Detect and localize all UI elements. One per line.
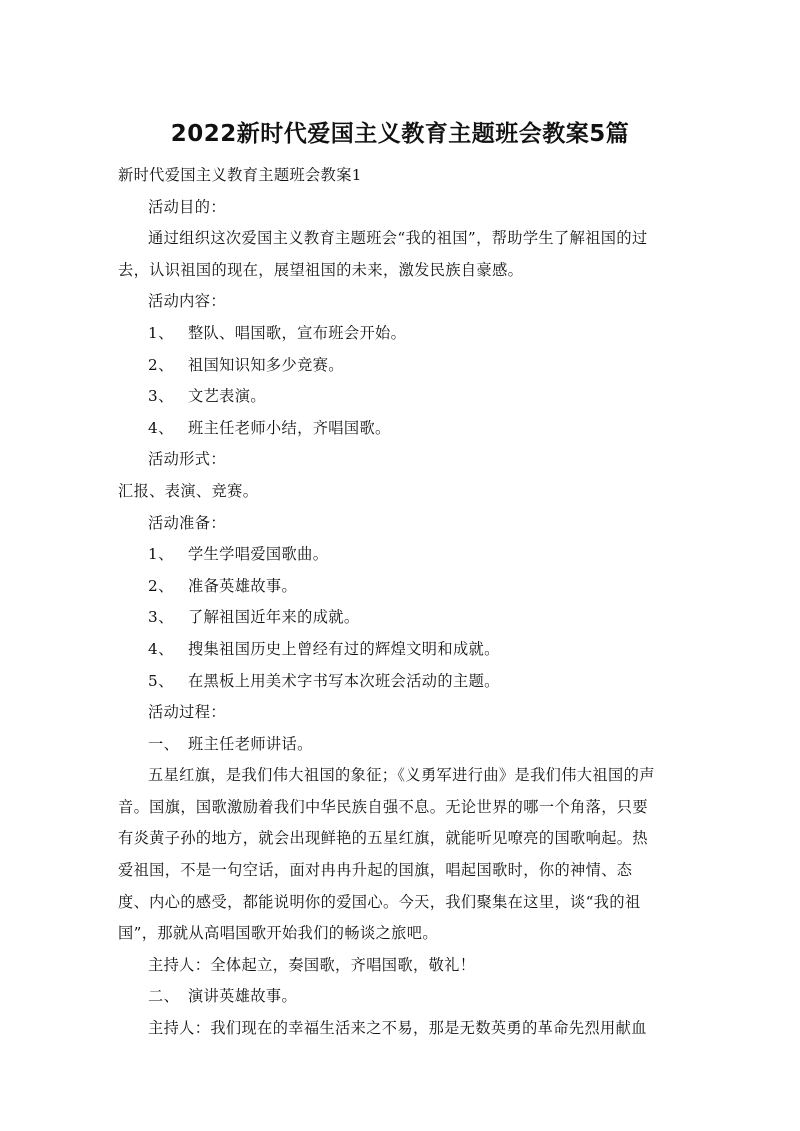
content-item-number: 1、 [148, 323, 174, 342]
purpose-heading: 活动目的： [148, 197, 226, 216]
content-item-text: 祖国知识知多少竞赛。 [188, 355, 344, 374]
prep-item [118, 602, 686, 634]
prep-item-number: 5、 [148, 671, 174, 690]
purpose-text-line1: 通过组织这次爱国主义教育主题班会“我的祖国”，帮助学生了解祖国的过 [148, 229, 648, 248]
prep-item-text: 了解祖国近年来的成就。 [188, 608, 360, 627]
document-subtitle: 新时代爱国主义教育主题班会教案1 [118, 166, 362, 184]
purpose-text-line2: 去，认识祖国的现在，展望祖国的未来，激发民族自豪感。 [118, 260, 524, 279]
content-item-text: 班主任老师小结，齐唱国歌。 [188, 418, 391, 437]
content-item-text: 文艺表演。 [188, 387, 266, 406]
paragraph-line: 度、内心的感受，都能说明你的爱国心。今天，我们聚集在这里，谈“我的祖 [118, 892, 641, 911]
prep-item [118, 539, 686, 571]
process-step-number: 二、 [148, 987, 180, 1006]
content-item [118, 381, 686, 413]
document-body [118, 160, 686, 1045]
form-heading: 活动形式： [148, 450, 226, 469]
process-step-text: 班主任老师讲话。 [188, 734, 313, 753]
process-step-text: 演讲英雄故事。 [188, 987, 298, 1006]
paragraph-line: 爱祖国，不是一句空话，面对冉冉升起的国旗，唱起国歌时，你的神情、态 [118, 861, 633, 880]
process-heading: 活动过程： [148, 703, 226, 722]
prep-item-number: 2、 [148, 576, 174, 595]
prep-item-number: 1、 [148, 545, 174, 564]
content-item-number: 4、 [148, 418, 174, 437]
prep-item-number: 3、 [148, 608, 174, 627]
content-item [118, 318, 686, 350]
process-step-1 [118, 729, 686, 761]
prep-item-text: 学生学唱爱国歌曲。 [188, 545, 329, 564]
document-title: 2022新时代爱国主义教育主题班会教案5篇 [170, 121, 630, 147]
content-item [118, 413, 686, 445]
prep-item-text: 在黑板上用美术字书写本次班会活动的主题。 [188, 671, 500, 690]
content-heading: 活动内容： [148, 292, 226, 311]
process-step-number: 一、 [148, 734, 180, 753]
process-step-2 [118, 981, 686, 1013]
content-item-number: 3、 [148, 387, 174, 406]
paragraph-line: 国”，那就从高唱国歌开始我们的畅谈之旅吧。 [118, 924, 438, 943]
prep-heading: 活动准备： [148, 513, 226, 532]
content-item-number: 2、 [148, 355, 174, 374]
host-line-2: 主持人：我们现在的幸福生活来之不易，那是无数英勇的革命先烈用献血 [148, 1019, 647, 1038]
prep-item-text: 搜集祖国历史上曾经有过的辉煌文明和成就。 [188, 639, 500, 658]
content-item [118, 350, 686, 382]
prep-item-text: 准备英雄故事。 [188, 576, 298, 595]
paragraph-line: 音。国旗，国歌激励着我们中华民族自强不息。无论世界的哪一个角落，只要 [118, 797, 648, 816]
prep-item [118, 571, 686, 603]
host-line-1: 主持人：全体起立，奏国歌，齐唱国歌，敬礼！ [148, 955, 476, 974]
paragraph-line: 五星红旗，是我们伟大祖国的象征；《义勇军进行曲》是我们伟大祖国的声 [148, 766, 655, 785]
form-text: 汇报、表演、竞赛。 [118, 481, 259, 500]
prep-item [118, 634, 686, 666]
prep-item [118, 666, 686, 698]
prep-item-number: 4、 [148, 639, 174, 658]
content-item-text: 整队、唱国歌，宣布班会开始。 [188, 323, 407, 342]
paragraph-line: 有炎黄子孙的地方，就会出现鲜艳的五星红旗，就能听见嘹亮的国歌响起。热 [118, 829, 648, 848]
